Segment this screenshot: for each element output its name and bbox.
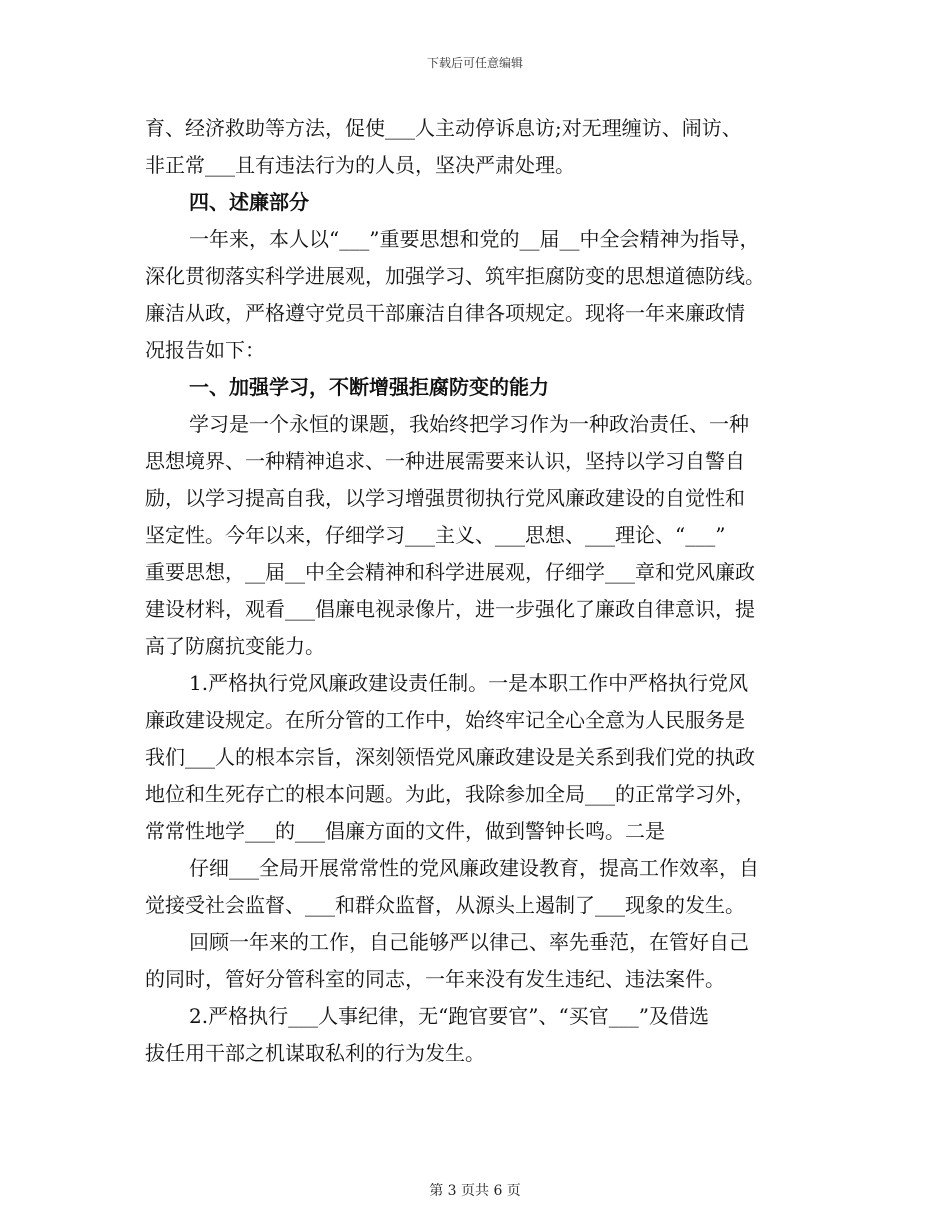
text-line: 仔细___全局开展常常性的党风廉政建设教育，提高工作效率，自 bbox=[189, 856, 759, 880]
text-line: 非正常___且有违法行为的人员，坚决严肃处理。 bbox=[145, 153, 575, 177]
text-line: 地位和生死存亡的根本问题。为此，我除参加全局___的正常学习外， bbox=[145, 782, 755, 806]
text-line: 思想境界、一种精神追求、一种进展需要来认识，坚持以学习自警自 bbox=[145, 449, 745, 473]
text-line: 育、经济救助等方法，促使___人主动停诉息访;对无理缠访、闹访、 bbox=[145, 116, 742, 140]
page-header: 下载后可任意编辑 bbox=[426, 56, 523, 70]
text-line: 的同时，管好分管科室的同志，一年来没有发生违纪、违法案件。 bbox=[145, 967, 725, 991]
text-line: 重要思想，__届__中全会精神和科学进展观，仔细学___章和党风廉政 bbox=[145, 560, 755, 584]
text-line: 2.严格执行___人事纪律，无“跑官要官”、“买官___”及借选 bbox=[189, 1004, 709, 1028]
page-footer: 第 3 页共 6 页 bbox=[429, 1183, 521, 1199]
text-line: 建设材料，观看___倡廉电视录像片，进一步强化了廉政自律意识，提 bbox=[145, 597, 755, 621]
text-line: 深化贯彻落实科学进展观，加强学习、筑牢拒腐防变的思想道德防线。 bbox=[145, 264, 765, 288]
section-heading: 四、述廉部分 bbox=[189, 190, 309, 214]
text-line: 拔任用干部之机谋取私利的行为发生。 bbox=[145, 1041, 485, 1065]
text-line: 回顾一年来的工作，自己能够严以律己、率先垂范，在管好自己 bbox=[189, 930, 749, 954]
text-line: 况报告如下： bbox=[145, 338, 265, 362]
text-line: 1.严格执行党风廉政建设责任制。一是本职工作中严格执行党风 bbox=[189, 671, 749, 695]
text-line: 坚定性。今年以来，仔细学习___主义、___思想、___理论、“___” bbox=[145, 523, 726, 547]
text-line: 我们___人的根本宗旨，深刻领悟党风廉政建设是关系到我们党的执政 bbox=[145, 745, 755, 769]
text-line: 学习是一个永恒的课题，我始终把学习作为一种政治责任、一种 bbox=[189, 412, 749, 436]
text-line: 一年来，本人以“___”重要思想和党的__届__中全会精神为指导， bbox=[189, 227, 760, 251]
text-line: 常常性地学___的___倡廉方面的文件，做到警钟长鸣。二是 bbox=[145, 819, 665, 843]
text-line: 高了防腐抗变能力。 bbox=[145, 634, 325, 658]
text-line: 觉接受社会监督、___和群众监督，从源头上遏制了___现象的发生。 bbox=[145, 893, 745, 917]
section-heading: 一、加强学习，不断增强拒腐防变的能力 bbox=[189, 375, 549, 399]
text-line: 廉政建设规定。在所分管的工作中，始终牢记全心全意为人民服务是 bbox=[145, 708, 745, 732]
text-line: 励，以学习提高自我，以学习增强贯彻执行党风廉政建设的自觉性和 bbox=[145, 486, 745, 510]
document-body bbox=[145, 110, 810, 1072]
text-line: 廉洁从政，严格遵守党员干部廉洁自律各项规定。现将一年来廉政情 bbox=[145, 301, 745, 325]
